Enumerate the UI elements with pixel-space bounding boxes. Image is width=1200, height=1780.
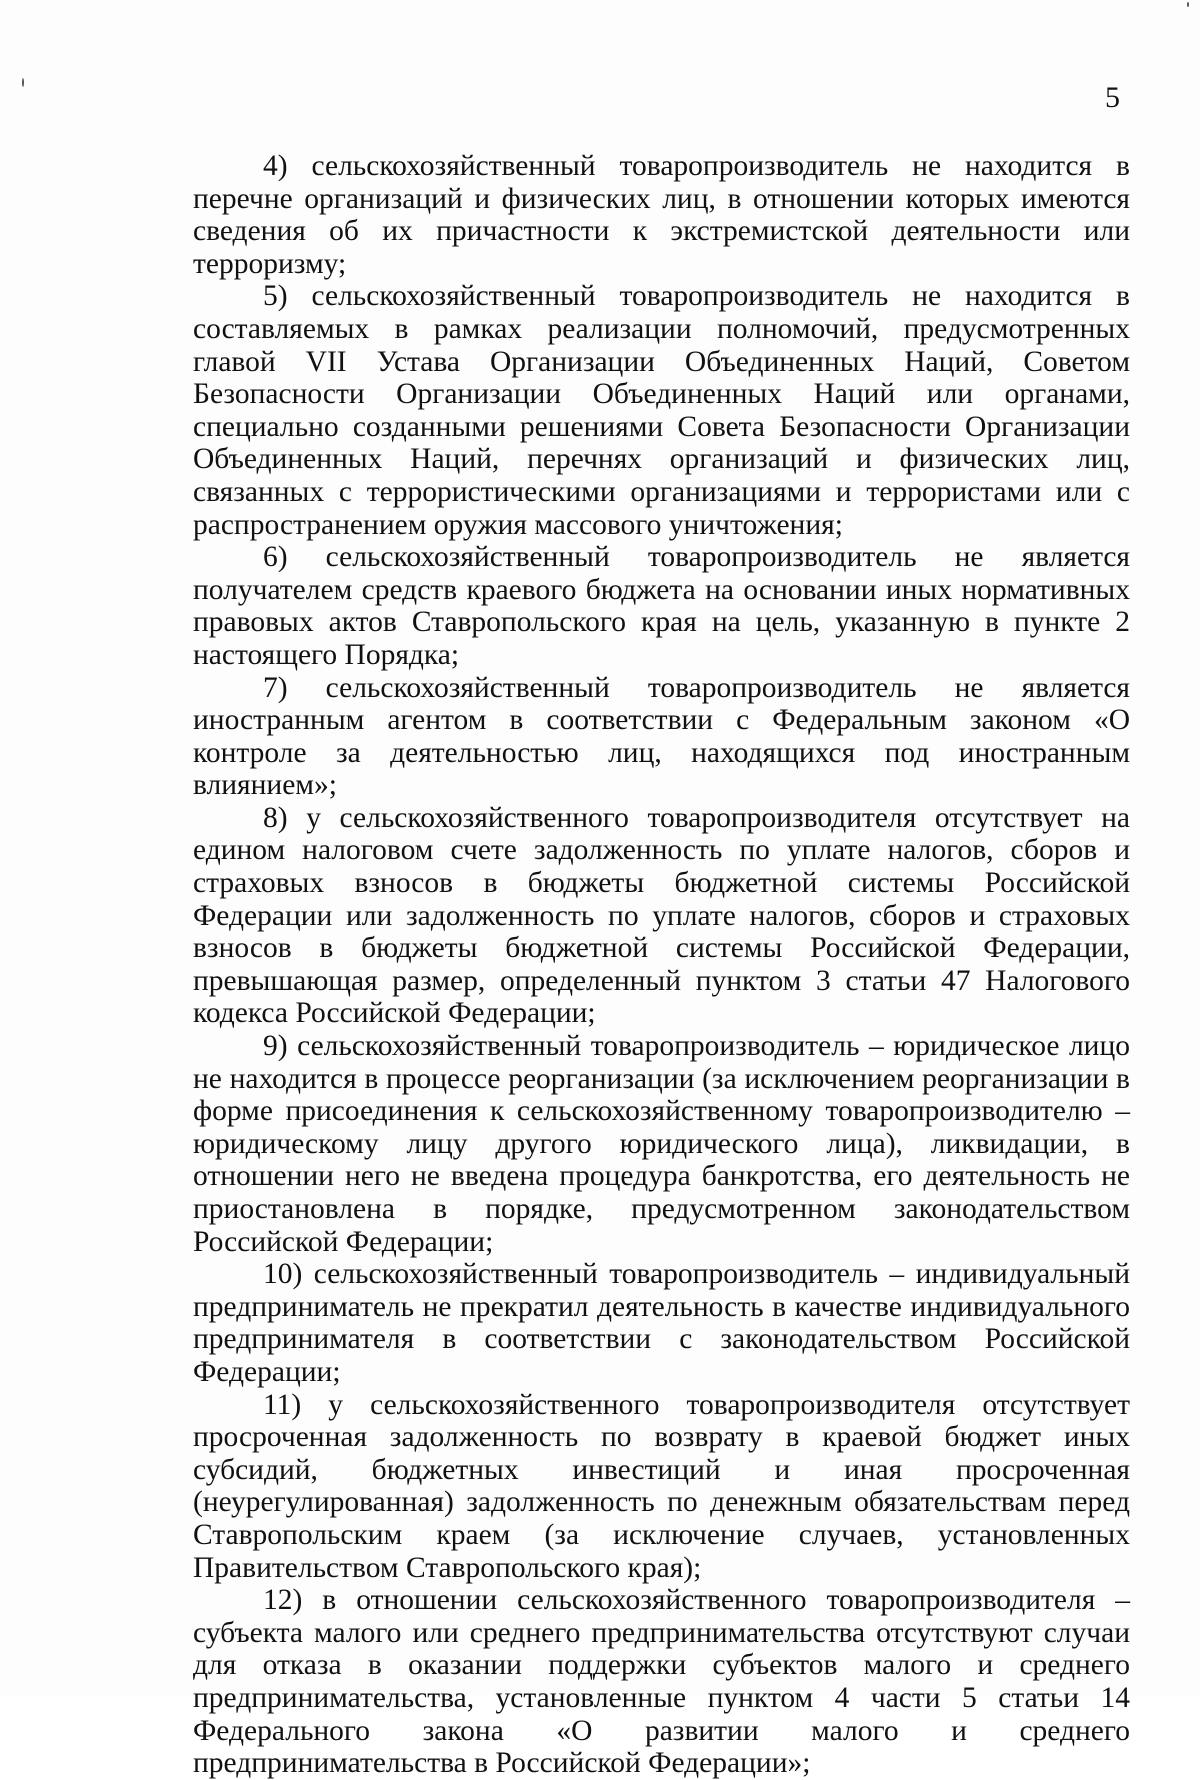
scan-speck — [22, 78, 24, 87]
clause-6: 6) сельскохозяйственный товаропроизводитель не является получателем средств краевого бюджета на основании иных нормативных правовых актов Ставропольского края на цель, указанную в пункте 2 настоящего Порядка; — [193, 541, 1130, 671]
clause-10: 10) сельскохозяйственный товаропроизводитель – индивидуальный предприниматель не прекратил деятельность в качестве индивидуального предпринимателя в соответствии с законодательством Российской Федерации; — [193, 1258, 1130, 1388]
clause-12: 12) в отношении сельскохозяйственного товаропроизводителя – субъекта малого или среднего предпринимательства отсутствуют случаи для отказа в оказании поддержки субъектов малого и среднего предпринимательства, установленные пунктом 4 части 5 статьи 14 Федерального закона «О развитии малого и среднего предпринимательства в Российской Федерации»; — [193, 1584, 1130, 1780]
clause-7: 7) сельскохозяйственный товаропроизводитель не является иностранным агентом в соответствии с Федеральным законом «О контроле за деятельностью лиц, находящихся под иностранным влиянием»; — [193, 671, 1130, 802]
clause-11: 11) у сельскохозяйственного товаропроизводителя отсутствует просроченная задолженность по возврату в краевой бюджет иных субсидий, бюджетных инвестиций и иная просроченная (неурегулированная) задолженность по денежным обязательствам перед Ставропольским краем (за исключение случаев, установленных Правительством Ставропольского края); — [193, 1388, 1130, 1584]
scan-speck — [1187, 2, 1189, 7]
page-number: 5 — [1105, 81, 1120, 114]
clause-8: 8) у сельскохозяйственного товаропроизводителя отсутствует на едином налоговом счете задолженность по уплате налогов, сборов и страховых взносов в бюджеты бюджетной системы Российской Федерации или задолженность по уплате налогов, сборов и страховых взносов в бюджеты бюджетной системы Российской Федерации, превышающая размер, определенный пунктом 3 статьи 47 Налогового кодекса Российской Федерации; — [193, 801, 1130, 1030]
clause-9: 9) сельскохозяйственный товаропроизводитель – юридическое лицо не находится в процессе реорганизации (за исключением реорганизации в форме присоединения к сельскохозяйственному товаропроизводителю – юридическому лицу другого юридического лица), ликвидации, в отношении него не введена процедура банкротства, его деятельность не приостановлена в порядке, предусмотренном законодательством Российской Федерации; — [193, 1030, 1130, 1258]
clause-4: 4) сельскохозяйственный товаропроизводитель не находится в перечне организаций и физических лиц, в отношении которых имеются сведения об их причастности к экстремистской деятельности или терроризму; — [193, 150, 1130, 280]
document-body — [193, 150, 1130, 1780]
clause-5: 5) сельскохозяйственный товаропроизводитель не находится в составляемых в рамках реализации полномочий, предусмотренных главой VII Устава Организации Объединенных Наций, Советом Безопасности Организации Объединенных Наций или органами, специально созданными решениями Совета Безопасности Организации Объединенных Наций, перечнях организаций и физических лиц, связанных с террористическими организациями и террористами или с распространением оружия массового уничтожения; — [193, 280, 1130, 541]
